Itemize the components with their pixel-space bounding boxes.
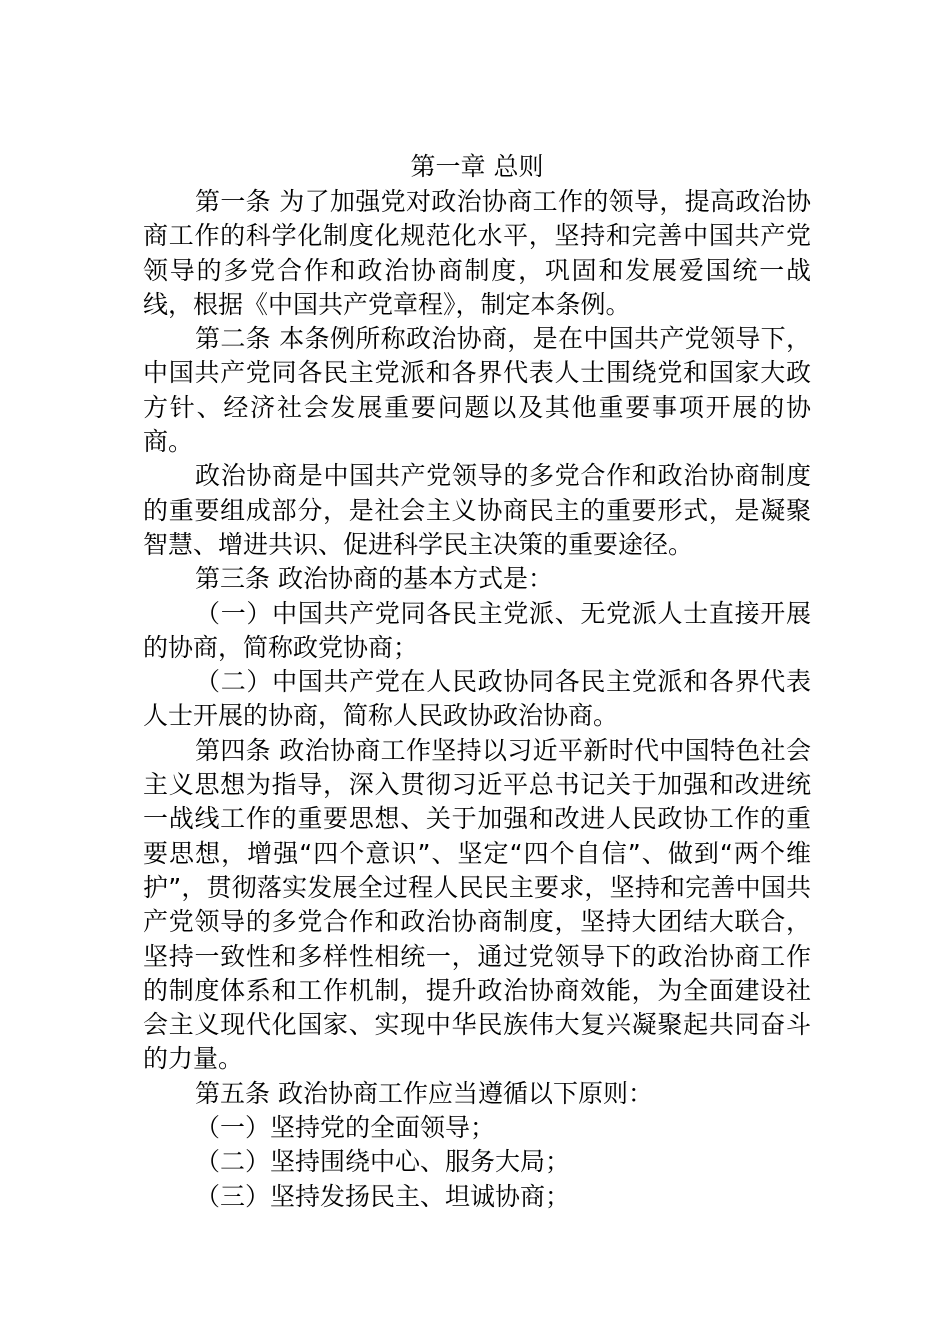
article-5-item-3: （三）坚持发扬民主、坦诚协商； bbox=[195, 1181, 571, 1211]
article-5-item-2: （二）坚持围绕中心、服务大局； bbox=[195, 1147, 571, 1177]
article-1-paragraph: 第一条 为了加强党对政治协商工作的领导，提高政治协商工作的科学化制度化规范化水平，坚持和完善中国共产党领导的多党合作和政治协商制度，巩固和发展爱国统一战线，根据《中国共产党章程》，制定本条例。 bbox=[143, 187, 811, 319]
article-4-paragraph: 第四条 政治协商工作坚持以习近平新时代中国特色社会主义思想为指导，深入贯彻习近平总书记关于加强和改进统一战线工作的重要思想、关于加强和改进人民政协工作的重要思想，增强“四个意识”、坚定“四个自信”、做到“两个维护”，贯彻落实发展全过程人民民主要求，坚持和完善中国共产党领导的多党合作和政治协商制度，坚持大团结大联合，坚持一致性和多样性相统一，通过党领导下的政治协商工作的制度体系和工作机制，提升政治协商效能，为全面建设社会主义现代化国家、实现中华民族伟大复兴凝聚起共同奋斗的力量。 bbox=[143, 735, 811, 1074]
article-5-paragraph: 第五条 政治协商工作应当遵循以下原则： bbox=[195, 1078, 653, 1108]
article-3-item-2: （二）中国共产党在人民政协同各民主党派和各界代表人士开展的协商，简称人民政协政治协商。 bbox=[143, 667, 811, 731]
chapter-title: 第一章 总则 bbox=[410, 152, 544, 181]
article-2-explanation-paragraph: 政治协商是中国共产党领导的多党合作和政治协商制度的重要组成部分，是社会主义协商民主的重要形式，是凝聚智慧、增进共识、促进科学民主决策的重要途径。 bbox=[143, 461, 811, 559]
article-5-item-1: （一）坚持党的全面领导； bbox=[195, 1113, 496, 1143]
article-3-item-1: （一）中国共产党同各民主党派、无党派人士直接开展的协商，简称政党协商； bbox=[143, 598, 811, 662]
article-3-paragraph: 第三条 政治协商的基本方式是： bbox=[195, 564, 553, 594]
article-2-paragraph: 第二条 本条例所称政治协商，是在中国共产党领导下，中国共产党同各民主党派和各界代表人士围绕党和国家大政方针、经济社会发展重要问题以及其他重要事项开展的协商。 bbox=[143, 324, 811, 457]
document-body bbox=[143, 150, 811, 1214]
